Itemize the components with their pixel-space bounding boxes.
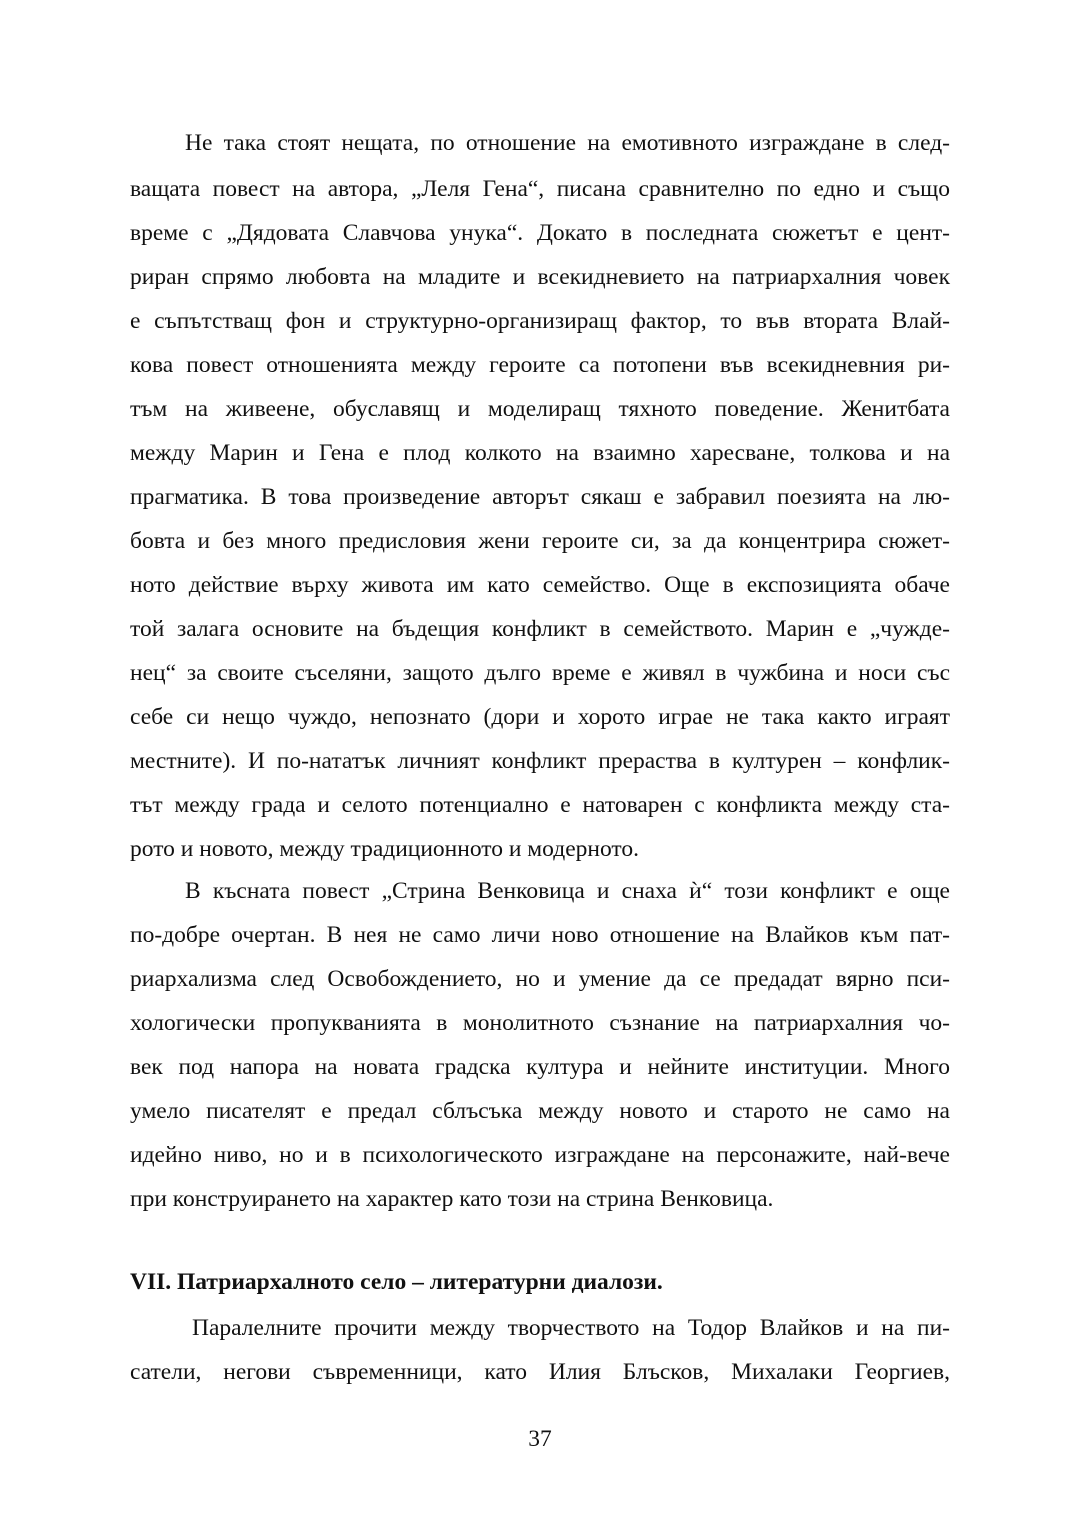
- paragraph-line: нец“ за своите съселяни, защото дълго време е живял в чужбина и носи със: [130, 660, 950, 686]
- paragraph-line: по-добре очертан. В нея не само личи ново отношение на Влайков към пат-: [130, 922, 950, 948]
- paragraph-line: той залага основите на бъдещия конфликт в семейството. Марин е „чужде-: [130, 616, 950, 642]
- paragraph-line: умело писателят е предал сблъсъка между новото и старото не само на: [130, 1098, 950, 1124]
- paragraph-line: себе си нещо чуждо, непознато (дори и хорото играе не така както играят: [130, 704, 950, 730]
- paragraph-line: тът между града и селото потенциално е натоварен с конфликта между ста-: [130, 792, 950, 818]
- paragraph-line: риран спрямо любовта на младите и всекидневието на патриархалния човек: [130, 264, 950, 290]
- paragraph-line: местните). И по-нататък личният конфликт прераства в културен – конфлик-: [130, 748, 950, 774]
- paragraph-line: кова повест отношенията между героите са потопени във всекидневния ри-: [130, 352, 950, 378]
- paragraph-line: време с „Дядовата Славчова унука“. Докато в последната сюжетът е цент-: [130, 220, 950, 246]
- section-heading: VII. Патриархалното село – литературни диалози.: [130, 1269, 663, 1295]
- paragraph-line: Не така стоят нещата, по отношение на емотивното изграждане в след-: [185, 130, 950, 156]
- paragraph-line: сатели, негови съвременници, като Илия Блъсков, Михалаки Георгиев,: [130, 1359, 950, 1385]
- paragraph-line: идейно ниво, но и в психологическото изграждане на персонажите, най-вече: [130, 1142, 950, 1168]
- paragraph-line: ното действие върху живота им като семейство. Още в експозицията обаче: [130, 572, 950, 598]
- paragraph-line: тъм на живеене, обуславящ и моделиращ тяхното поведение. Женитбата: [130, 396, 950, 422]
- paragraph-line: век под напора на новата градска култура и нейните институции. Много: [130, 1054, 950, 1080]
- paragraph-line: между Марин и Гена е плод колкото на взаимно харесване, толкова и на: [130, 440, 950, 466]
- paragraph-line: прагматика. В това произведение авторът сякаш е забравил поезията на лю-: [130, 484, 950, 510]
- paragraph-line: бовта и без много предисловия жени героите си, за да концентрира сюжет-: [130, 528, 950, 554]
- paragraph-line: ващата повест на автора, „Леля Гена“, писана сравнително по едно и също: [130, 176, 950, 202]
- paragraph-line: при конструирането на характер като този на стрина Венковица.: [130, 1186, 774, 1212]
- paragraph-line: Паралелните прочити между творчеството на Тодор Влайков и на пи-: [192, 1315, 950, 1341]
- paragraph-line: хологически пропукванията в монолитното съзнание на патриархалния чо-: [130, 1010, 950, 1036]
- paragraph-line: риархализма след Освобождението, но и умение да се предадат вярно пси-: [130, 966, 950, 992]
- paragraph-line: В късната повест „Стрина Венковица и снаха ѝ“ този конфликт е още: [185, 878, 950, 904]
- paragraph-line: е съпътстващ фон и структурно-организиращ фактор, то във втората Влай-: [130, 308, 950, 334]
- paragraph-line: рото и новото, между традиционното и модерното.: [130, 836, 639, 862]
- page-number: 37: [528, 1426, 552, 1452]
